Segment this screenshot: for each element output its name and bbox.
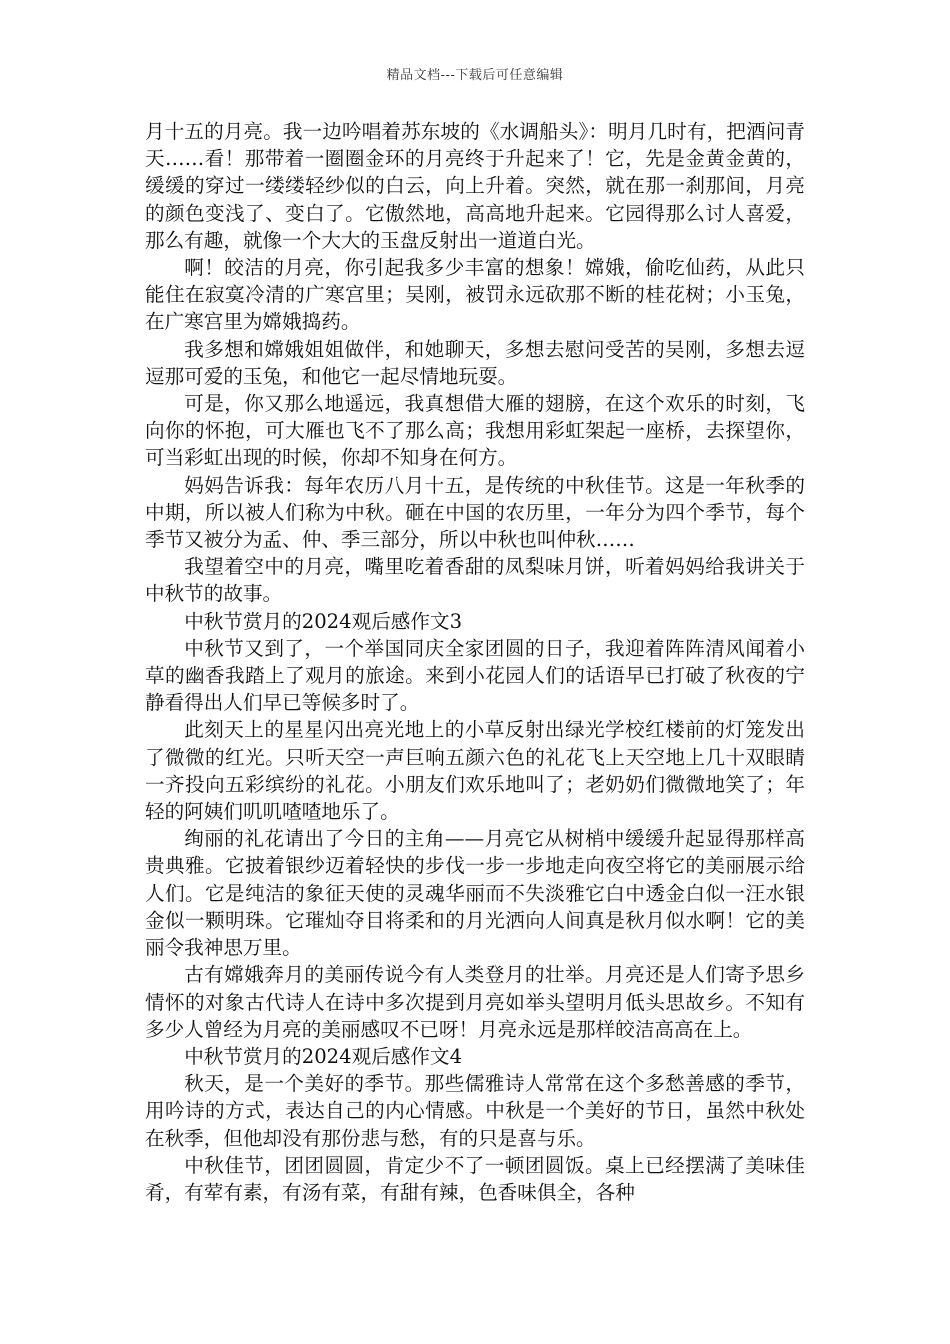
- paragraph: 中秋佳节，团团圆圆，肯定少不了一顿团圆饭。桌上已经摆满了美味佳肴，有荤有素，有汤有菜，有甜有辣，色香味俱全，各种: [145, 1153, 805, 1204]
- paragraph: 此刻天上的星星闪出亮光地上的小草反射出绿光学校红楼前的灯笼发出了微微的红光。只听天空一声巨响五颜六色的礼花飞上天空地上几十双眼睛一齐投向五彩缤纷的礼花。小朋友们欢乐地叫了；老奶奶们微微地笑了；年轻的阿姨们叽叽喳喳地乐了。: [145, 718, 805, 824]
- paragraph: 我多想和嫦娥姐姐做伴，和她聊天，多想去慰问受苦的吴刚，多想去逗逗那可爱的玉兔，和他它一起尽情地玩耍。: [145, 337, 805, 388]
- paragraph: 中秋节又到了，一个举国同庆全家团圆的日子，我迎着阵阵清风闻着小草的幽香我踏上了观月的旅途。来到小花园人们的话语早已打破了秋夜的宁静看得出人们早已等候多时了。: [145, 636, 805, 715]
- document-body: [145, 118, 805, 1206]
- paragraph: 妈妈告诉我：每年农历八月十五，是传统的中秋佳节。这是一年秋季的中期，所以被人们称为中秋。砸在中国的农历里，一年分为四个季节，每个季节又被分为孟、仲、季三部分，所以中秋也叫仲秋……: [145, 473, 805, 552]
- paragraph: 可是，你又那么地遥远，我真想借大雁的翅膀，在这个欢乐的时刻，飞向你的怀抱，可大雁也飞不了那么高；我想用彩虹架起一座桥，去探望你，可当彩虹出现的时候，你却不知身在何方。: [145, 392, 805, 470]
- page-header: 精品文档---下载后可任意编辑: [386, 68, 564, 83]
- paragraph: 啊！皎洁的月亮，你引起我多少丰富的想象！嫦娥，偷吃仙药，从此只能住在寂寞冷清的广寒宫里；吴刚，被罚永远砍那不断的桂花树；小玉兔，在广寒宫里为嫦娥捣药。: [145, 256, 805, 334]
- paragraph: 古有嫦娥奔月的美丽传说今有人类登月的壮举。月亮还是人们寄予思乡情怀的对象古代诗人在诗中多次提到月亮如举头望明月低头思故乡。不知有多少人曾经为月亮的美丽感叹不已呀！月亮永远是那样皎洁高高在上。: [145, 963, 805, 1041]
- section-heading: 中秋节赏月的2024观后感作文4: [184, 1044, 463, 1068]
- paragraph: 秋天，是一个美好的季节。那些儒雅诗人常常在这个多愁善感的季节，用吟诗的方式，表达自己的内心情感。中秋是一个美好的节日，虽然中秋处在秋季，但他却没有那份悲与愁，有的只是喜与乐。: [145, 1072, 805, 1150]
- section-heading: 中秋节赏月的2024观后感作文3: [184, 609, 463, 633]
- paragraph: 月十五的月亮。我一边吟唱着苏东坡的《水调船头》：明月几时有，把酒问青天……看！那带着一圈圈金环的月亮终于升起来了！它，先是金黄金黄的，缓缓的穿过一缕缕轻纱似的白云，向上升着。突然，就在那一刹那间，月亮的颜色变浅了、变白了。它傲然地，高高地升起来。它园得那么讨人喜爱，那么有趣，就像一个大大的玉盘反射出一道道白光。: [145, 120, 805, 252]
- paragraph: 绚丽的礼花请出了今日的主角——月亮它从树梢中缓缓升起显得那样高贵典雅。它披着银纱迈着轻快的步伐一步一步地走向夜空将它的美丽展示给人们。它是纯洁的象征天使的灵魂华丽而不失淡雅它白中透金白似一汪水银金似一颗明珠。它璀灿夺目将柔和的月光洒向人间真是秋月似水啊！它的美丽令我神思万里。: [145, 827, 805, 960]
- paragraph: 我望着空中的月亮，嘴里吃着香甜的凤梨味月饼，听着妈妈给我讲关于中秋节的故事。: [145, 555, 805, 606]
